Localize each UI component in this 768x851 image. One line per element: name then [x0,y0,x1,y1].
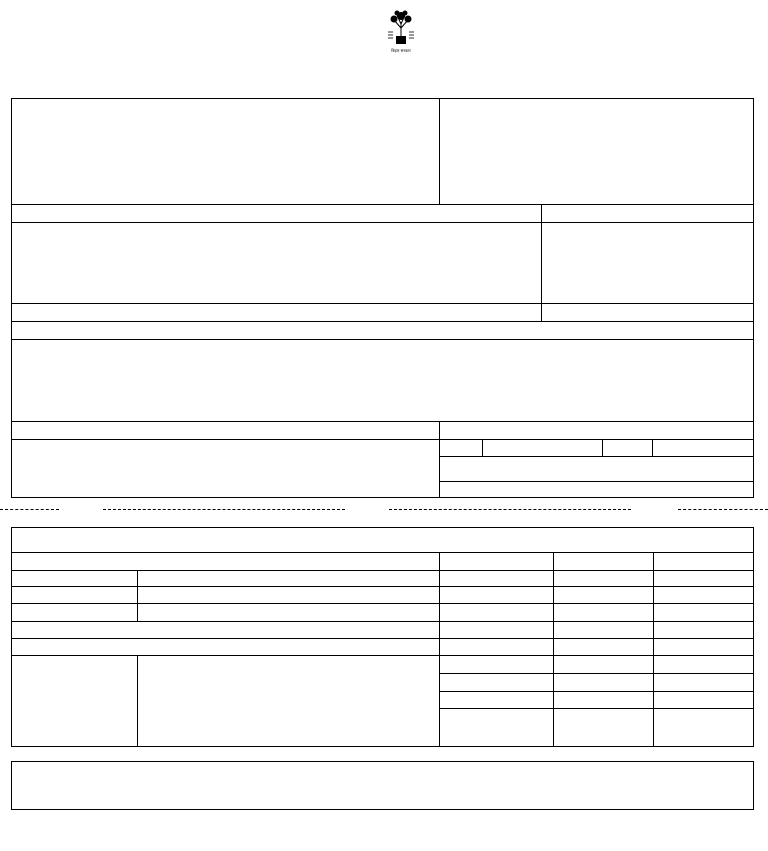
form-lower-row-6-col-2 [553,638,654,656]
form-lower-row-1-left [11,552,440,571]
form-lower-row-9-col-3 [653,691,754,709]
form-lower-row-10-col-3 [653,708,754,747]
form-lower-row-3-col-1 [439,586,554,604]
cut-line-segment-4 [678,509,768,510]
form-lower-row-10-col-2 [553,708,654,747]
form-upper-block-middle-right [541,222,754,304]
form-upper-row-f [439,481,754,498]
cut-line-segment-3 [389,509,631,510]
form-lower-row-4-desc [137,603,440,622]
form-lower-row-6-left [11,638,440,656]
form-lower-row-5-col-1 [439,621,554,639]
form-upper-block-wide [11,339,754,422]
form-lower-row-1-col-3 [653,552,754,571]
form-lower-row-3-desc [137,586,440,604]
form-upper-subcell-4 [652,439,754,457]
form-upper-row-d-left [11,421,440,440]
form-lower-row-7-col-2 [553,655,654,674]
cut-line-segment-1 [0,509,59,510]
form-lower-row-2-col-1 [439,570,554,587]
form-upper-block-bottom-left [11,439,440,498]
form-lower-row-1-col-1 [439,552,554,571]
form-upper-row-d-right [439,421,754,440]
form-lower-row-3-col-2 [553,586,654,604]
form-lower-row-8-col-1 [439,673,554,692]
form-upper-subcell-3 [602,439,653,457]
form-lower-row-7-col-1 [439,655,554,674]
form-lower-block-desc [137,655,440,747]
form-lower-row-2-col-2 [553,570,654,587]
footer-box [11,761,754,810]
form-lower-row-8-col-2 [553,673,654,692]
form-lower-row-9-col-1 [439,691,554,709]
form-lower-row-4-col-2 [553,603,654,622]
form-upper-row-a-left [11,204,542,223]
form-lower-row-7-col-3 [653,655,754,674]
form-lower-header [11,527,754,553]
form-upper-block-middle-left [11,222,542,304]
form-lower-row-5-col-2 [553,621,654,639]
form-upper-block-top-left [11,98,440,205]
form-upper-subcell-1 [439,439,483,457]
form-lower-row-6-col-3 [653,638,754,656]
form-lower-row-2-desc [137,570,440,587]
bodhi-tree-emblem-icon [383,8,419,48]
form-lower-row-4-col-3 [653,603,754,622]
form-lower-row-8-col-3 [653,673,754,692]
form-upper-subcell-2 [482,439,603,457]
form-upper-row-a-right [541,204,754,223]
form-lower-row-2-col-3 [653,570,754,587]
form-lower-row-1-col-2 [553,552,654,571]
emblem-caption: बिहार सरकार [391,48,411,53]
form-upper-row-b-right [541,303,754,322]
form-lower-row-3-label [11,586,138,604]
form-lower-row-6-col-1 [439,638,554,656]
form-lower-row-5-col-3 [653,621,754,639]
form-upper-row-c [11,321,754,340]
form-lower-row-9-col-2 [553,691,654,709]
form-lower-row-4-label [11,603,138,622]
form-lower-row-10-col-1 [439,708,554,747]
form-lower-block-label [11,655,138,747]
form-upper-row-e [439,456,754,482]
bihar-emblem [383,8,419,56]
form-upper-row-b-left [11,303,542,322]
form-lower-row-4-col-1 [439,603,554,622]
form-lower-row-2-label [11,570,138,587]
cut-line-segment-2 [103,509,345,510]
form-lower-row-5-left [11,621,440,639]
form-upper-block-top-right [439,98,754,205]
form-lower-row-3-col-3 [653,586,754,604]
